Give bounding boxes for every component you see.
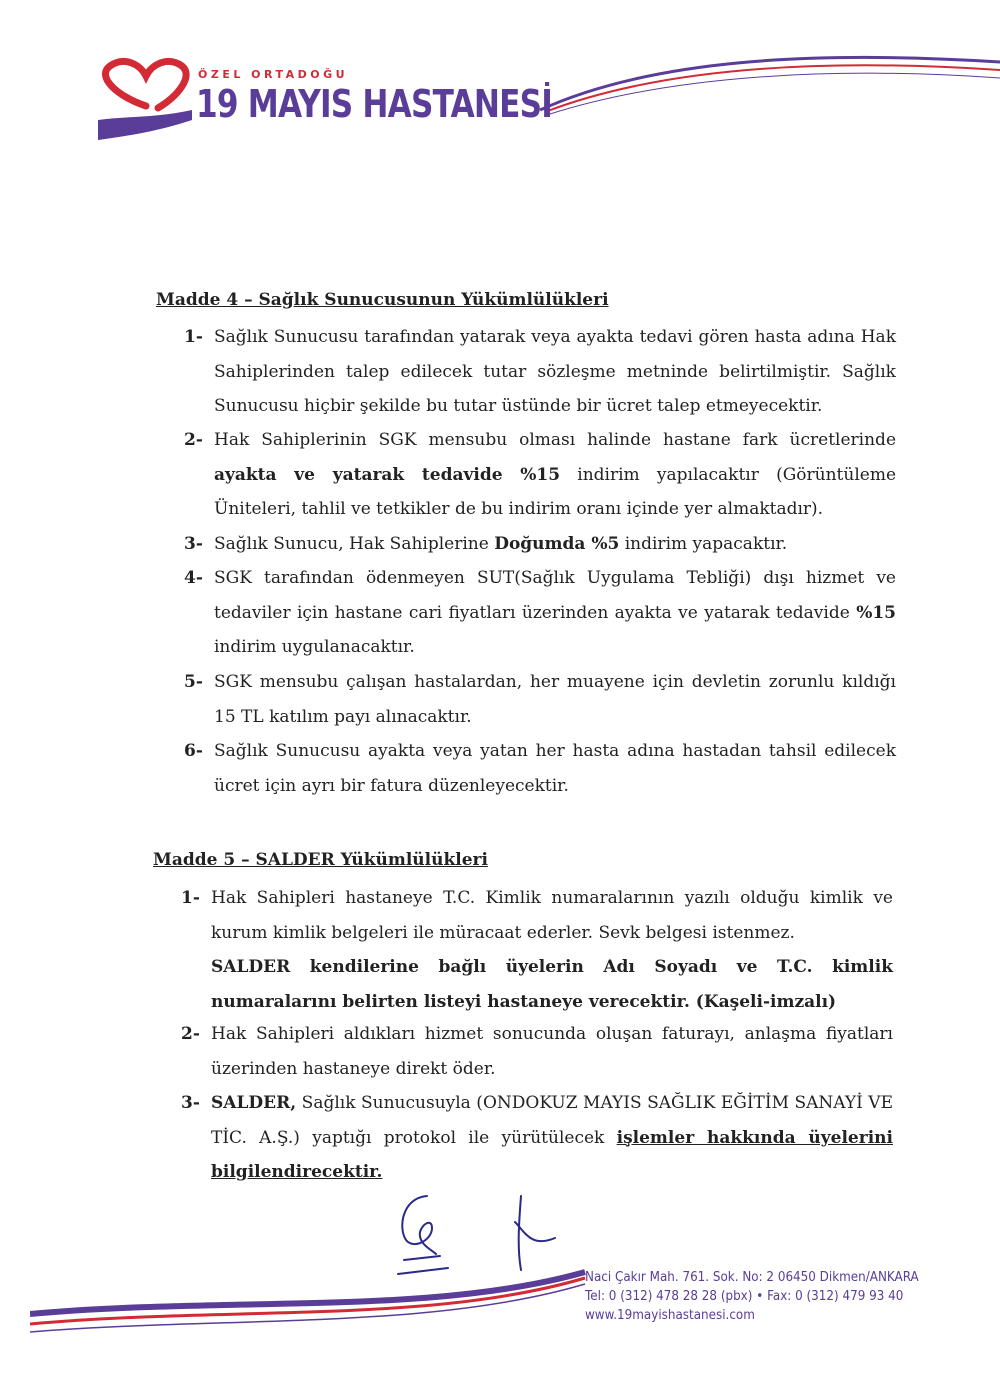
footer-swoosh [30,1266,590,1346]
logo-title: 19 MAYIS HASTANESİ [196,82,553,126]
madde4-item-1 [184,320,896,424]
heart-hand-logo-icon [96,56,196,142]
item-text: SALDER, Sağlık Sunucusuyla (ONDOKUZ MAYIS SAĞLIK EĞİTİM SANAYİ VE TİC. A.Ş.) yaptığı protokol ile yürütülecek işlemler hakkında üyelerini bilgilendirecektir. [211,1093,893,1182]
footer-phones: Tel: 0 (312) 478 28 28 (pbx) • Fax: 0 (312) 479 93 40 [585,1289,904,1304]
item-text: Sağlık Sunucusu tarafından yatarak veya ayakta tedavi gören hasta adına Hak Sahiplerinden talep edilecek tutar sözleşme metninde belirtilmiştir. Sağlık Sunucusu hiçbir şekilde bu tutar üstünde bir ücret talep etmeyecektir. [214,327,896,416]
item-text: Hak Sahipleri hastaneye T.C. Kimlik numaralarının yazılı olduğu kimlik ve kurum kimlik belgeleri ile müracaat ederler. Sevk belgesi istenmez. SALDER kendilerine bağlı üyelerin Adı Soyadı ve T.C. kimlik numaralarını belirten listeyi hastaneye verecektir. (Kaşeli-imzalı) [211,888,893,1012]
item-number: 3- [184,534,203,554]
madde4-heading: Madde 4 – Sağlık Sunucusunun Yükümlülükleri [156,290,609,310]
logo-subtitle: ÖZEL ORTADOĞU [198,68,349,81]
item-number: 3- [181,1093,200,1113]
madde5-item-2 [181,1017,893,1087]
madde4-item-6 [184,734,896,804]
item-text: Sağlık Sunucu, Hak Sahiplerine Doğumda %5 indirim yapacaktır. [214,534,788,554]
madde5-item-1 [181,881,893,1021]
madde4-item-3 [184,527,896,562]
item-text: SGK tarafından ödenmeyen SUT(Sağlık Uygulama Tebliği) dışı hizmet ve tedaviler için hastane cari fiyatları üzerinden ayakta ve yatarak tedavide %15 indirim uygulanacaktır. [214,568,896,657]
item-number: 2- [184,430,203,450]
madde5-heading: Madde 5 – SALDER Yükümlülükleri [153,850,488,870]
madde4-item-5 [184,665,896,735]
footer-contact [585,1268,919,1325]
footer-website[interactable]: www.19mayishastanesi.com [585,1308,755,1323]
madde5-item-3 [181,1086,893,1190]
footer-address: Naci Çakır Mah. 761. Sok. No: 2 06450 Dikmen/ANKARA [585,1270,919,1285]
item-text: Sağlık Sunucusu ayakta veya yatan her hasta adına hastadan tahsil edilecek ücret için ayrı bir fatura düzenleyecektir. [214,741,896,796]
madde4-item-2 [184,423,896,527]
item-text: SGK mensubu çalışan hastalardan, her muayene için devletin zorunlu kıldığı 15 TL katılım payı alınacaktır. [214,672,896,727]
item-number: 4- [184,568,203,588]
header-swoosh [530,40,1000,120]
item-number: 1- [181,888,200,908]
madde4-item-4 [184,561,896,665]
item-number: 1- [184,327,203,347]
item-number: 5- [184,672,203,692]
item-text: Hak Sahipleri aldıkları hizmet sonucunda oluşan faturayı, anlaşma fiyatları üzerinden hastaneye direkt öder. [211,1024,893,1079]
item-number: 6- [184,741,203,761]
item-number: 2- [181,1024,200,1044]
item-text: Hak Sahiplerinin SGK mensubu olması halinde hastane fark ücretlerinde ayakta ve yatarak tedavide %15 indirim yapılacaktır (Görüntüleme Üniteleri, tahlil ve tetkikler de bu indirim oranı içinde yer almaktadır). [214,430,897,519]
signature-2 [505,1192,565,1274]
